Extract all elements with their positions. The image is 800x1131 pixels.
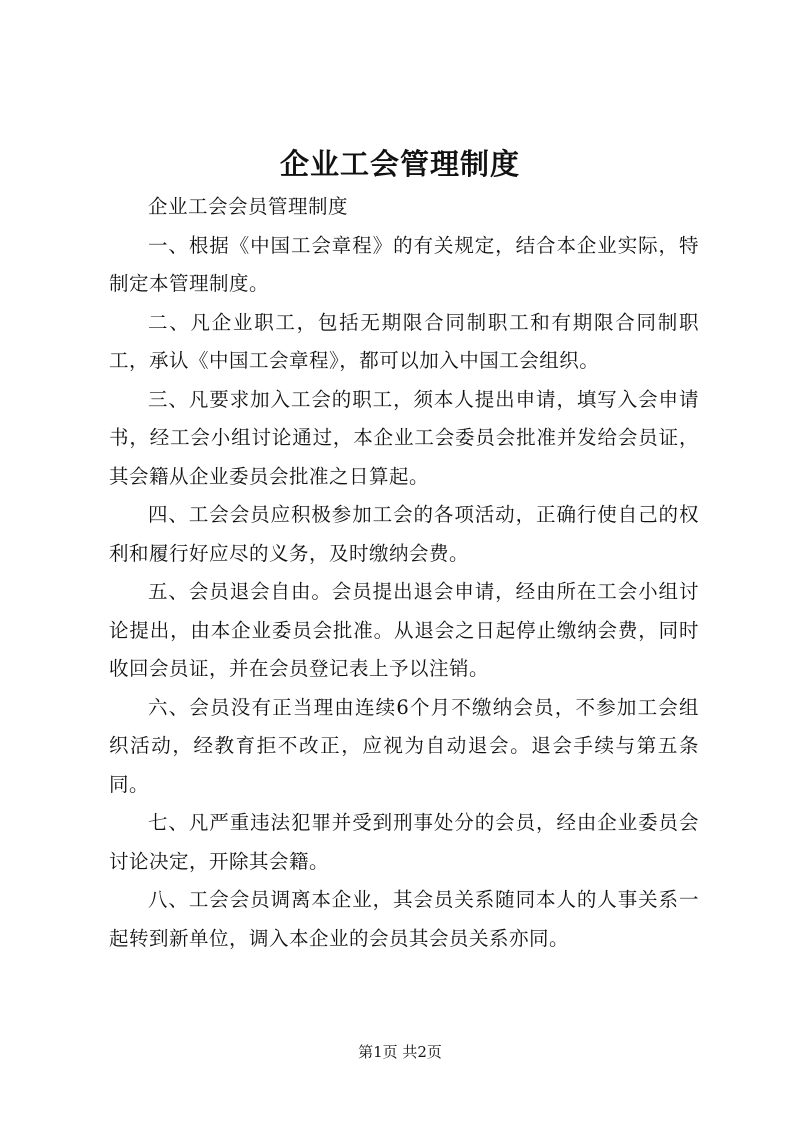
paragraph-article-4: 四、工会会员应积极参加工会的各项活动，正确行使自己的权利和履行好应尽的义务，及时缴纳会费。 (109, 503, 699, 565)
paragraph-article-2: 二、凡企业职工，包括无期限合同制职工和有期限合同制职工，承认《中国工会章程》，都可以加入中国工会组织。 (109, 310, 699, 372)
paragraph-article-8: 八、工会会员调离本企业，其会员关系随同本人的人事关系一起转到新单位，调入本企业的会员其会员关系亦同。 (109, 888, 699, 950)
document-body (109, 188, 699, 958)
paragraph-article-6: 六、会员没有正当理由连续6个月不缴纳会员，不参加工会组织活动，经教育拒不改正，应视为自动退会。退会手续与第五条同。 (109, 695, 699, 796)
document-title: 企业工会管理制度 (279, 147, 520, 181)
page-number-footer: 第1页 共2页 (358, 1043, 442, 1061)
paragraph-subtitle: 企业工会会员管理制度 (148, 195, 349, 218)
paragraph-article-5: 五、会员退会自由。会员提出退会申请，经由所在工会小组讨论提出，由本企业委员会批准。从退会之日起停止缴纳会费，同时收回会员证，并在会员登记表上予以注销。 (109, 580, 699, 680)
paragraph-article-7: 七、凡严重违法犯罪并受到刑事处分的会员，经由企业委员会讨论决定，开除其会籍。 (109, 811, 699, 873)
paragraph-article-1: 一、根据《中国工会章程》的有关规定，结合本企业实际，特制定本管理制度。 (109, 233, 699, 295)
paragraph-article-3: 三、凡要求加入工会的职工，须本人提出申请，填写入会申请书，经工会小组讨论通过，本企业工会委员会批准并发给会员证，其会籍从企业委员会批准之日算起。 (109, 387, 699, 488)
